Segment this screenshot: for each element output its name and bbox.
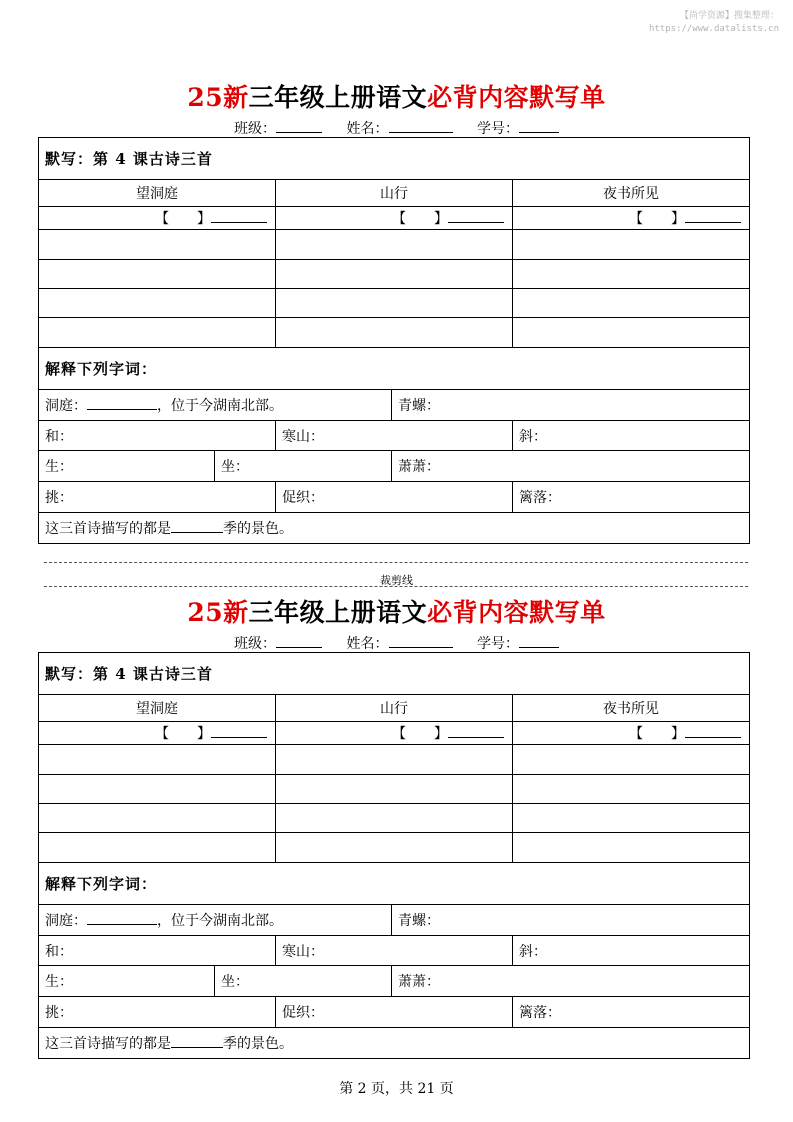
name-field[interactable]: 姓名： xyxy=(347,121,453,137)
vocab-liluo[interactable]: 篱落： xyxy=(513,997,750,1028)
vocab-tiao[interactable]: 挑： xyxy=(39,482,276,513)
poem-title: 夜书所见 xyxy=(513,180,750,207)
writing-line[interactable] xyxy=(39,289,276,318)
writing-line[interactable] xyxy=(513,260,750,289)
writing-line[interactable] xyxy=(513,230,750,260)
poem-title: 山行 xyxy=(276,180,513,207)
writing-line[interactable] xyxy=(513,318,750,348)
writing-line[interactable] xyxy=(513,775,750,804)
vocab-qingluo[interactable]: 青螺： xyxy=(392,390,750,421)
writing-line[interactable] xyxy=(39,260,276,289)
writing-line[interactable] xyxy=(276,775,513,804)
vocab-tiao[interactable]: 挑： xyxy=(39,997,276,1028)
writing-line[interactable] xyxy=(39,775,276,804)
dictation-table xyxy=(38,652,750,1059)
watermark-line2: https://www.datalists.cn xyxy=(648,24,779,34)
season-question[interactable]: 这三首诗描写的都是 季的景色。 xyxy=(39,1028,750,1059)
student-id-field[interactable]: 学号： xyxy=(477,636,559,652)
writing-line[interactable] xyxy=(276,318,513,348)
page-title: 25新三年级上册语文必背内容默写单 xyxy=(187,83,606,112)
author-blank[interactable]: 【 】 xyxy=(39,207,276,230)
poem-title: 望洞庭 xyxy=(39,695,276,722)
section-heading-vocab: 解释下列字词： xyxy=(39,863,750,905)
vocab-liluo[interactable]: 篱落： xyxy=(513,482,750,513)
vocab-hanshan[interactable]: 寒山： xyxy=(276,421,513,451)
watermark xyxy=(649,10,779,36)
author-blank[interactable]: 【 】 xyxy=(276,207,513,230)
name-field[interactable]: 姓名： xyxy=(347,636,453,652)
student-info xyxy=(0,118,793,138)
writing-line[interactable] xyxy=(276,230,513,260)
page-number: 第 2 页，共 21 页 xyxy=(339,1081,454,1097)
vocab-dongting[interactable]: 洞庭： ，位于今湖南北部。 xyxy=(39,390,392,421)
vocab-he[interactable]: 和： xyxy=(39,421,276,451)
class-field[interactable]: 班级： xyxy=(234,636,322,652)
vocab-dongting[interactable]: 洞庭： ，位于今湖南北部。 xyxy=(39,905,392,936)
dictation-table xyxy=(38,137,750,544)
page-title: 25新三年级上册语文必背内容默写单 xyxy=(187,598,606,627)
writing-line[interactable] xyxy=(513,289,750,318)
vocab-qingluo[interactable]: 青螺： xyxy=(392,905,750,936)
section-heading-dictation: 默写：第 4 课古诗三首 xyxy=(39,138,750,180)
class-field[interactable]: 班级： xyxy=(234,121,322,137)
cut-line-label: 裁剪线 xyxy=(380,574,413,587)
writing-line[interactable] xyxy=(276,260,513,289)
poem-title: 夜书所见 xyxy=(513,695,750,722)
student-info xyxy=(0,633,793,653)
cut-line-top xyxy=(44,562,748,563)
author-blank[interactable]: 【 】 xyxy=(513,207,750,230)
vocab-he[interactable]: 和： xyxy=(39,936,276,966)
vocab-xie[interactable]: 斜： xyxy=(513,936,750,966)
vocab-xie[interactable]: 斜： xyxy=(513,421,750,451)
poem-title: 山行 xyxy=(276,695,513,722)
writing-line[interactable] xyxy=(39,804,276,833)
author-blank[interactable]: 【 】 xyxy=(276,722,513,745)
vocab-xiaoxiao[interactable]: 萧萧： xyxy=(392,966,750,997)
vocab-xiaoxiao[interactable]: 萧萧： xyxy=(392,451,750,482)
vocab-cuzhi[interactable]: 促织： xyxy=(276,482,513,513)
section-heading-dictation: 默写：第 4 课古诗三首 xyxy=(39,653,750,695)
writing-line[interactable] xyxy=(513,745,750,775)
writing-line[interactable] xyxy=(513,833,750,863)
student-id-field[interactable]: 学号： xyxy=(477,121,559,137)
cut-line-bottom xyxy=(44,586,748,587)
poem-title: 望洞庭 xyxy=(39,180,276,207)
vocab-sheng[interactable]: 生： xyxy=(39,451,215,482)
writing-line[interactable] xyxy=(276,833,513,863)
vocab-zuo[interactable]: 坐： xyxy=(215,451,392,482)
author-blank[interactable]: 【 】 xyxy=(39,722,276,745)
vocab-zuo[interactable]: 坐： xyxy=(215,966,392,997)
vocab-cuzhi[interactable]: 促织： xyxy=(276,997,513,1028)
writing-line[interactable] xyxy=(276,289,513,318)
section-heading-vocab: 解释下列字词： xyxy=(39,348,750,390)
season-question[interactable]: 这三首诗描写的都是 季的景色。 xyxy=(39,513,750,544)
writing-line[interactable] xyxy=(39,745,276,775)
author-blank[interactable]: 【 】 xyxy=(513,722,750,745)
writing-line[interactable] xyxy=(39,318,276,348)
writing-line[interactable] xyxy=(276,804,513,833)
writing-line[interactable] xyxy=(39,833,276,863)
vocab-sheng[interactable]: 生： xyxy=(39,966,215,997)
writing-line[interactable] xyxy=(513,804,750,833)
writing-line[interactable] xyxy=(276,745,513,775)
writing-line[interactable] xyxy=(39,230,276,260)
watermark-line1: 【尚学资源】搜集整理： xyxy=(679,11,779,21)
vocab-hanshan[interactable]: 寒山： xyxy=(276,936,513,966)
